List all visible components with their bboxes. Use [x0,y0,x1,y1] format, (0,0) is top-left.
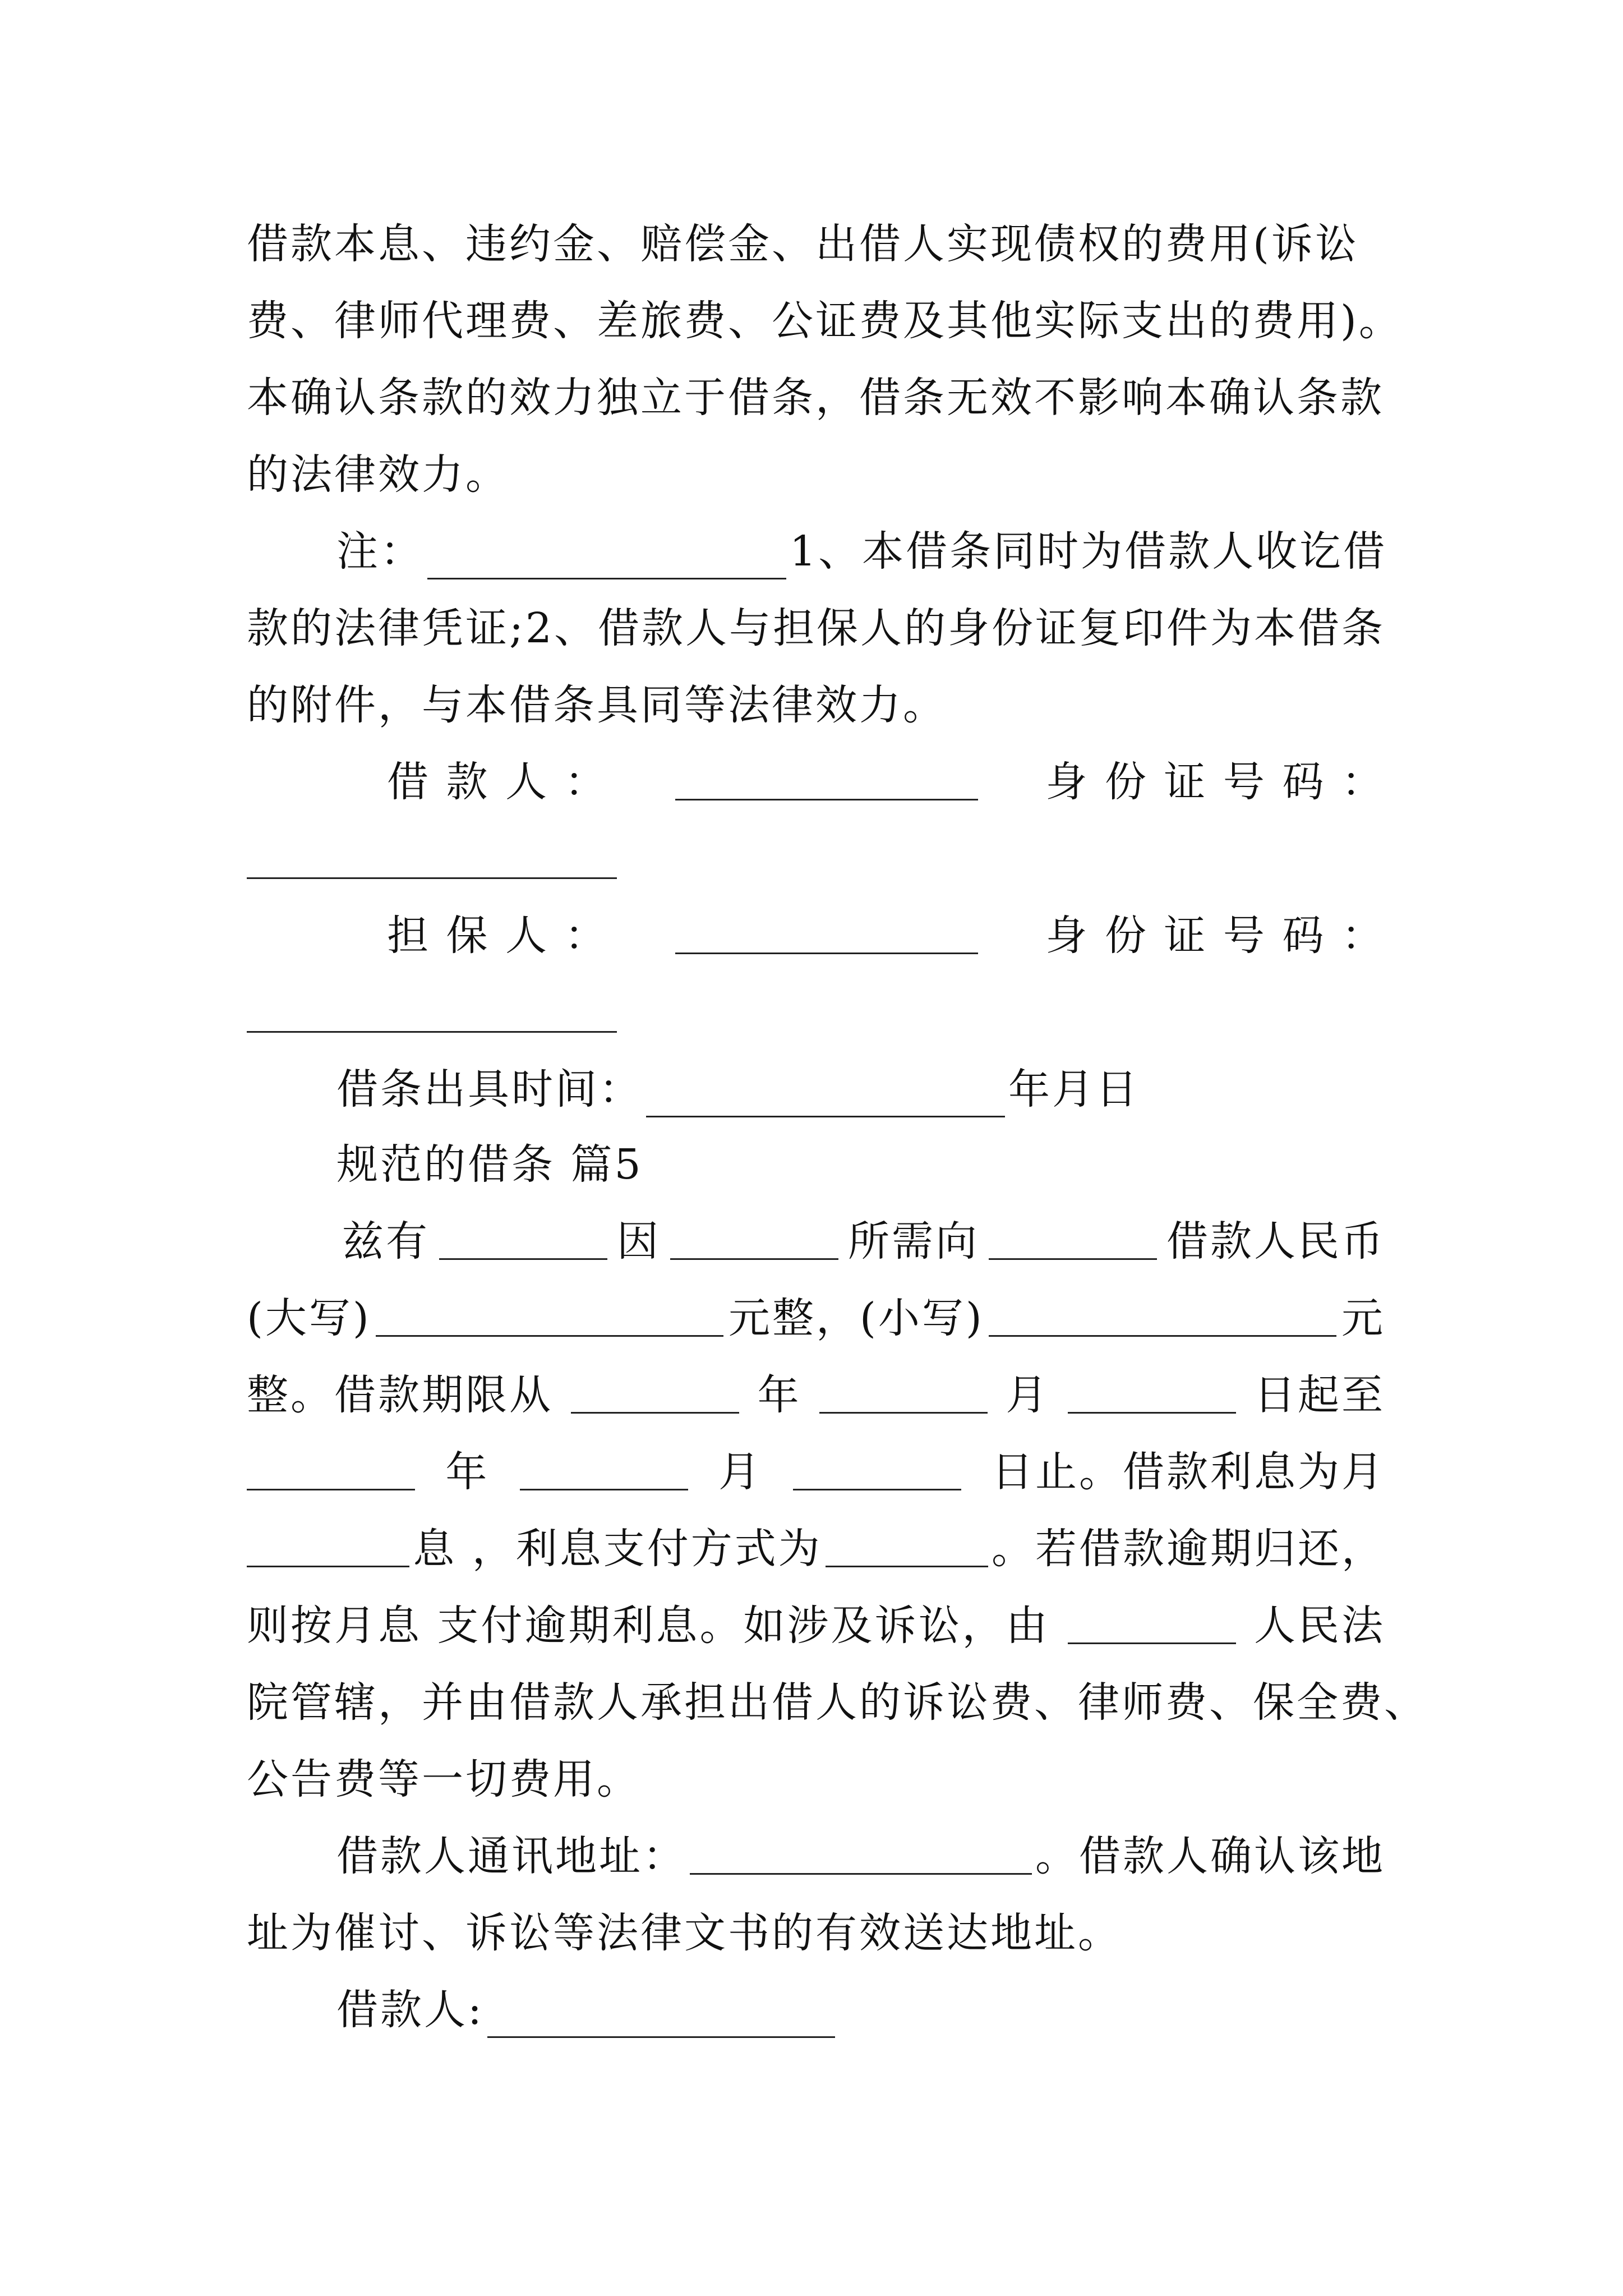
final-borrower-line [336,1982,1385,2038]
section5-line [247,1598,1385,1654]
issue-date-label: 借条出具时间： [336,1065,643,1114]
final-borrower-blank[interactable] [487,1991,835,2038]
address-line [336,1828,1385,1884]
section5-text: 借款人民币 [1166,1217,1385,1266]
note-line: 款的法律凭证;2、借款人与担保人的身份证复印件为本借条 [247,604,1386,652]
section5-text: 元 [1341,1294,1385,1342]
section5-text: 月 [1006,1371,1050,1419]
borrower-sign-line [387,754,1385,810]
paragraph-line: 费、律师代理费、差旅费、公证费及其他实际支出的费用)。 [247,297,1403,345]
section5-line [247,1367,1385,1423]
borrower-id-label: 身 份 证 号 码 ： [1045,758,1385,806]
note-label: 注： [336,527,424,576]
section5-text: 人民法 [1254,1602,1385,1650]
section5-text: 兹有 [342,1217,430,1266]
section5-blank[interactable] [571,1367,739,1414]
section5-line: 公告费等一切费用。 [247,1755,640,1803]
address-tail: 。借款人确认该地 [1035,1832,1385,1880]
section5-blank[interactable] [247,1521,409,1567]
issue-date-blank[interactable] [646,1071,1005,1117]
section5-text: 月 [718,1448,763,1496]
borrower-name-blank[interactable] [675,754,978,800]
issue-date-suffix: 年月日 [1008,1065,1140,1114]
section5-text: 则按月息 支付逾期利息。如涉及诉讼，由 [247,1602,1050,1650]
section5-text: 元整，(小写) [728,1294,984,1342]
section5-blank[interactable] [826,1521,988,1567]
section5-text: (大写) [247,1294,371,1342]
borrower-id-blank[interactable] [247,875,617,879]
section5-text: 年 [757,1371,801,1419]
paragraph-line: 的法律效力。 [247,450,509,499]
note-line: 的附件，与本借条具同等法律效力。 [247,681,947,729]
paragraph-line: 借款本息、违约金、赔偿金、出借人实现债权的费用(诉讼 [247,220,1359,268]
note-line [336,523,1385,579]
section5-text: 年 [445,1448,490,1496]
section5-blank[interactable] [793,1444,961,1490]
note-text: 1、本借条同时为借款人收讫借 [790,527,1387,576]
section5-text: 。若借款逾期归还， [992,1525,1385,1573]
address-blank[interactable] [690,1828,1032,1875]
section5-blank[interactable] [670,1213,838,1260]
guarantor-label: 担 保 人 ： [387,912,608,960]
section5-blank[interactable] [989,1213,1157,1260]
section5-text: 息 ，利息支付方式为 [413,1525,822,1573]
section5-line [247,1521,1385,1577]
section5-text: 整。借款期限从 [247,1371,553,1419]
section5-blank[interactable] [439,1213,607,1260]
guarantor-sign-line [387,908,1385,964]
section-title: 规范的借条 篇5 [336,1140,643,1189]
section5-blank[interactable] [1068,1598,1236,1644]
section5-blank[interactable] [376,1290,723,1337]
address-line: 址为催讨、诉讼等法律文书的有效送达地址。 [247,1909,1122,1957]
section5-blank[interactable] [520,1444,688,1490]
section5-text: 日起至 [1253,1371,1385,1419]
section5-line [247,1290,1385,1346]
section5-line [342,1213,1385,1269]
section5-blank[interactable] [247,1444,415,1490]
section5-line [247,1444,1385,1500]
borrower-label: 借 款 人 ： [387,758,608,806]
final-borrower-label: 借款人: [336,1986,484,2034]
section5-blank[interactable] [1068,1367,1236,1414]
section5-blank[interactable] [819,1367,988,1414]
section5-blank[interactable] [989,1290,1336,1337]
guarantor-id-blank[interactable] [247,1029,617,1033]
note-blank[interactable] [427,533,786,579]
section5-line: 院管辖，并由借款人承担出借人的诉讼费、律师费、保全费、 [247,1678,1428,1727]
section5-text: 日止。借款利息为月 [991,1448,1385,1496]
guarantor-id-label: 身 份 证 号 码 ： [1045,912,1385,960]
section5-text: 因 [617,1217,661,1266]
address-label: 借款人通讯地址： [336,1832,686,1880]
issue-date-line [336,1061,1385,1117]
paragraph-line: 本确认条款的效力独立于借条，借条无效不影响本确认条款 [247,374,1384,422]
guarantor-name-blank[interactable] [675,908,978,954]
section5-text: 所需向 [848,1217,979,1266]
